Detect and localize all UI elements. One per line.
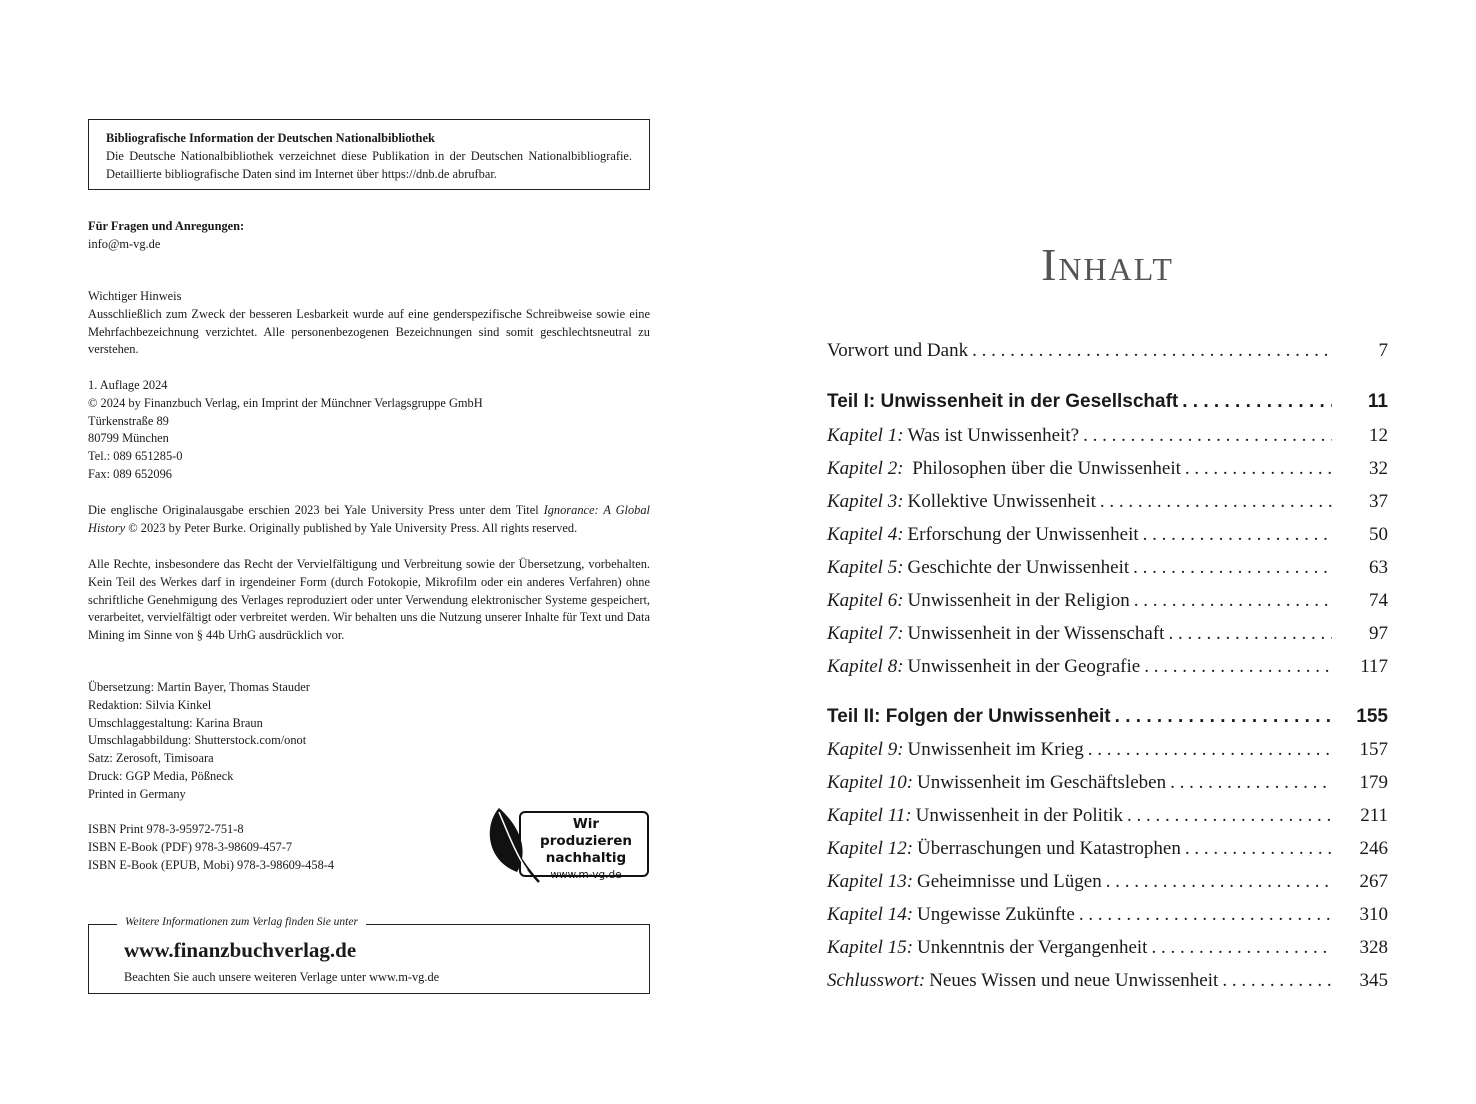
original-text: Die englische Originalausgabe erschien 2023 bei Yale University Press unter dem Titel [88,503,544,517]
toc-entry-title: Unwissenheit in der Politik [915,805,1124,826]
credit-line: Umschlaggestaltung: Karina Braun [88,715,263,730]
toc-entry-prefix: Kapitel 8: [827,656,904,677]
toc-entry-label [827,871,1102,893]
dot-leader [1168,623,1332,645]
toc-entry-title: Ungewisse Zukünfte [917,904,1075,925]
toc-entry-label [827,425,1079,447]
notice-heading: Wichtiger Hinweis [88,289,182,303]
toc-page-number: 179 [1359,772,1388,793]
toc-entry-title: Kollektive Unwissenheit [907,491,1096,512]
toc-entry-title: Vorwort und Dank [827,340,969,361]
toc-entry-label [827,838,1181,860]
toc-page-number: 345 [1359,970,1388,991]
toc-entry-title: Teil I: Unwissenheit in der Gesellschaft [827,391,1179,412]
toc-entry[interactable] [827,739,1388,769]
isbn-line: ISBN E-Book (EPUB, Mobi) 978-3-98609-458-4 [88,857,335,872]
toc-entry-title: Unwissenheit im Krieg [907,739,1084,760]
toc-entry-prefix: Kapitel 2: [827,458,904,479]
dnb-info-box [88,119,650,190]
toc-part-entry[interactable] [827,391,1388,421]
original-title: Ignorance: A Global History [88,503,650,535]
toc-entry-label [827,391,1178,413]
credit-line: Satz: Zerosoft, Timisoara [88,751,214,766]
imprint-line: 80799 München [88,431,169,446]
toc-page-number: 74 [1369,590,1388,611]
dot-leader [1143,524,1332,546]
toc-page-number: 157 [1359,739,1388,760]
toc-entry-title: Teil II: Folgen der Unwissenheit [827,706,1111,727]
toc-entry[interactable] [827,871,1388,901]
isbn-line: ISBN Print 978-3-95972-751-8 [88,822,244,836]
toc-entry-prefix: Kapitel 3: [827,491,904,512]
logo-line1: Wir produzieren [540,816,632,849]
toc-entry-prefix: Kapitel 9: [827,739,904,760]
dot-leader [1170,772,1332,794]
toc-entry-title: Unwissenheit in der Wissenschaft [907,623,1165,644]
imprint-line: 1. Auflage 2024 [88,378,168,392]
toc-part-entry[interactable] [827,706,1388,736]
toc-entry-prefix: Kapitel 13: [827,871,914,892]
dot-leader [1182,391,1332,413]
toc-entry-label [827,590,1130,612]
toc-entry-prefix: Kapitel 1: [827,425,904,446]
dot-leader [1115,706,1332,728]
isbn-line: ISBN E-Book (PDF) 978-3-98609-457-7 [88,839,293,854]
toc-entry-title: Unwissenheit im Geschäftsleben [917,772,1167,793]
toc-page-number: 12 [1369,425,1388,446]
toc-entry[interactable] [827,340,1388,370]
dot-leader [972,340,1332,362]
dnb-text: Die Deutsche Nationalbibliothek verzeichnet diese Publikation in der Deutschen Nationalbibliografie. Detaillierte bibliografische Daten sind im Internet über https://dnb.de abrufbar. [106,148,632,181]
toc-entry-label [827,706,1111,728]
toc-entry-prefix: Kapitel 15: [827,937,914,958]
toc-entry-title: Was ist Unwissenheit? [907,425,1080,446]
dot-leader [1106,871,1332,893]
dot-leader [1134,590,1332,612]
toc-entry-label [827,772,1166,794]
toc-entry[interactable] [827,524,1388,554]
toc-entry-title: Neues Wissen und neue Unwissenheit [929,970,1219,991]
dot-leader [1127,805,1332,827]
toc-page-number: 7 [1378,340,1388,361]
toc-page-number: 97 [1369,623,1388,644]
toc-entry[interactable] [827,656,1388,686]
dot-leader [1079,904,1332,926]
imprint-line: © 2024 by Finanzbuch Verlag, ein Imprint der Münchner Verlagsgruppe GmbH [88,395,483,410]
toc-entry-label [827,524,1139,546]
toc-page-number: 211 [1360,805,1388,826]
toc-page-number: 117 [1360,656,1388,677]
imprint-line: Türkenstraße 89 [88,413,169,428]
toc-entry-title: Unwissenheit in der Geografie [907,656,1141,677]
toc-page-number: 310 [1359,904,1388,925]
toc-entry-prefix: Kapitel 12: [827,838,914,859]
toc-entry[interactable] [827,904,1388,934]
toc-page-number: 32 [1369,458,1388,479]
toc-entry-title: Geheimnisse und Lügen [917,871,1102,892]
toc-entry-prefix: Kapitel 5: [827,557,904,578]
dot-leader [1133,557,1332,579]
toc-entry-label [827,656,1140,678]
toc-entry[interactable] [827,838,1388,868]
toc-entry[interactable] [827,491,1388,521]
toc-entry-label [827,805,1123,827]
contact-section [88,218,650,254]
toc-page-number: 246 [1359,838,1388,859]
toc-entry-label [827,340,968,362]
dot-leader [1088,739,1332,761]
notice-section [88,288,650,359]
toc-title: Inhalt [1041,239,1174,290]
original-text-end: © 2023 by Peter Burke. Originally published by Yale University Press. All rights reserved. [125,520,578,535]
notice-text: Ausschließlich zum Zweck der besseren Lesbarkeit wurde auf eine genderspezifische Schreibweise sowie eine Mehrfachbezeichnung verzichtet. Alle personenbezogenen Bezeichnungen sind somit geschlechtsneutral zu verstehen. [88,306,650,357]
toc-entry[interactable] [827,937,1388,967]
contact-email: info@m-vg.de [88,236,161,251]
toc-entry-label [827,623,1164,645]
dot-leader [1185,458,1332,480]
toc-entry-title: Überraschungen und Katastrophen [917,838,1181,859]
toc-entry-title: Unwissenheit in der Religion [907,590,1130,611]
dnb-title: Bibliografische Information der Deutschen Nationalbibliothek [106,131,435,145]
toc-page-number: 50 [1369,524,1388,545]
toc-entry-label [827,937,1147,959]
toc-entry[interactable] [827,590,1388,620]
toc-entry-label [827,739,1084,761]
toc-entry-title: Erforschung der Unwissenheit [907,524,1139,545]
imprint-line: Fax: 089 652096 [88,466,172,481]
toc-entry[interactable] [827,458,1388,488]
toc-entry[interactable] [827,425,1388,455]
toc-page-number: 11 [1367,391,1388,412]
dot-leader [1185,838,1332,860]
toc-page-number: 328 [1359,937,1388,958]
toc-entry-prefix: Kapitel 6: [827,590,904,611]
dot-leader [1151,937,1332,959]
contact-heading: Für Fragen und Anregungen: [88,219,245,233]
dot-leader [1083,425,1332,447]
credit-line: Redaktion: Silvia Kinkel [88,697,212,712]
logo-line2: nachhaltig [545,850,627,866]
toc-entry-title: Geschichte der Unwissenheit [907,557,1130,578]
toc-entry[interactable] [827,805,1388,835]
toc-page-number: 267 [1359,871,1388,892]
website-box [88,916,650,994]
dot-leader [1144,656,1332,678]
toc-entry-label [827,491,1096,513]
logo-text [525,816,647,884]
toc-entry[interactable] [827,970,1388,1000]
toc-entry[interactable] [827,557,1388,587]
toc-entry-label [827,970,1218,992]
website-url[interactable]: www.finanzbuchverlag.de [124,938,357,962]
imprint-line: Tel.: 089 651285-0 [88,449,183,464]
toc-entry-label [827,458,1181,480]
toc-entry-label [827,904,1075,926]
toc-entry-title: Unkenntnis der Vergangenheit [917,937,1148,958]
dot-leader [1222,970,1332,992]
sustainability-logo [487,806,651,884]
original-edition-note [88,502,650,538]
imprint-section [88,377,650,484]
toc-entry[interactable] [827,772,1388,802]
toc-page-number: 37 [1369,491,1388,512]
dot-leader [1100,491,1332,513]
credit-line: Printed in Germany [88,786,186,801]
toc-entry-prefix: Kapitel 14: [827,904,914,925]
toc-page-number: 155 [1356,706,1388,727]
toc-entry-prefix: Kapitel 4: [827,524,904,545]
toc-entry-prefix: Kapitel 11: [827,805,912,826]
rights-text: Alle Rechte, insbesondere das Recht der Vervielfältigung und Verbreitung sowie der Übersetzung, vorbehalten. Kein Teil des Werkes darf in irgendeiner Form (durch Fotokopie, Mikrofilm oder ein anderes Verfahren) ohne schriftliche Genehmigung des Verlages reproduziert oder unter Verwendung elektronischer Systeme gespeichert, verarbeitet, vervielfältigt oder verbreitet werden. Wir behalten uns die Nutzung unserer Inhalte für Text und Data Mining im Sinne von § 44b UrhG ausdrücklich vor. [88,557,650,643]
credits-section [88,679,650,804]
website-legend: Weitere Informationen zum Verlag finden Sie unter [117,916,366,928]
toc-entry-label [827,557,1129,579]
toc-entry-prefix: Kapitel 7: [827,623,904,644]
credit-line: Druck: GGP Media, Pößneck [88,768,234,783]
toc-page-number: 63 [1369,557,1388,578]
toc-entry-prefix: Kapitel 10: [827,772,914,793]
toc-entry[interactable] [827,623,1388,653]
logo-url: www.m-vg.de [550,869,622,881]
toc-entry-title: Philosophen über die Unwissenheit [907,458,1181,479]
credit-line: Übersetzung: Martin Bayer, Thomas Stauder [88,680,310,694]
credit-line: Umschlagabbildung: Shutterstock.com/onot [88,733,307,748]
toc-entry-prefix: Schlusswort: [827,970,926,991]
website-note: Beachten Sie auch unsere weiteren Verlage unter www.m-vg.de [124,970,440,984]
